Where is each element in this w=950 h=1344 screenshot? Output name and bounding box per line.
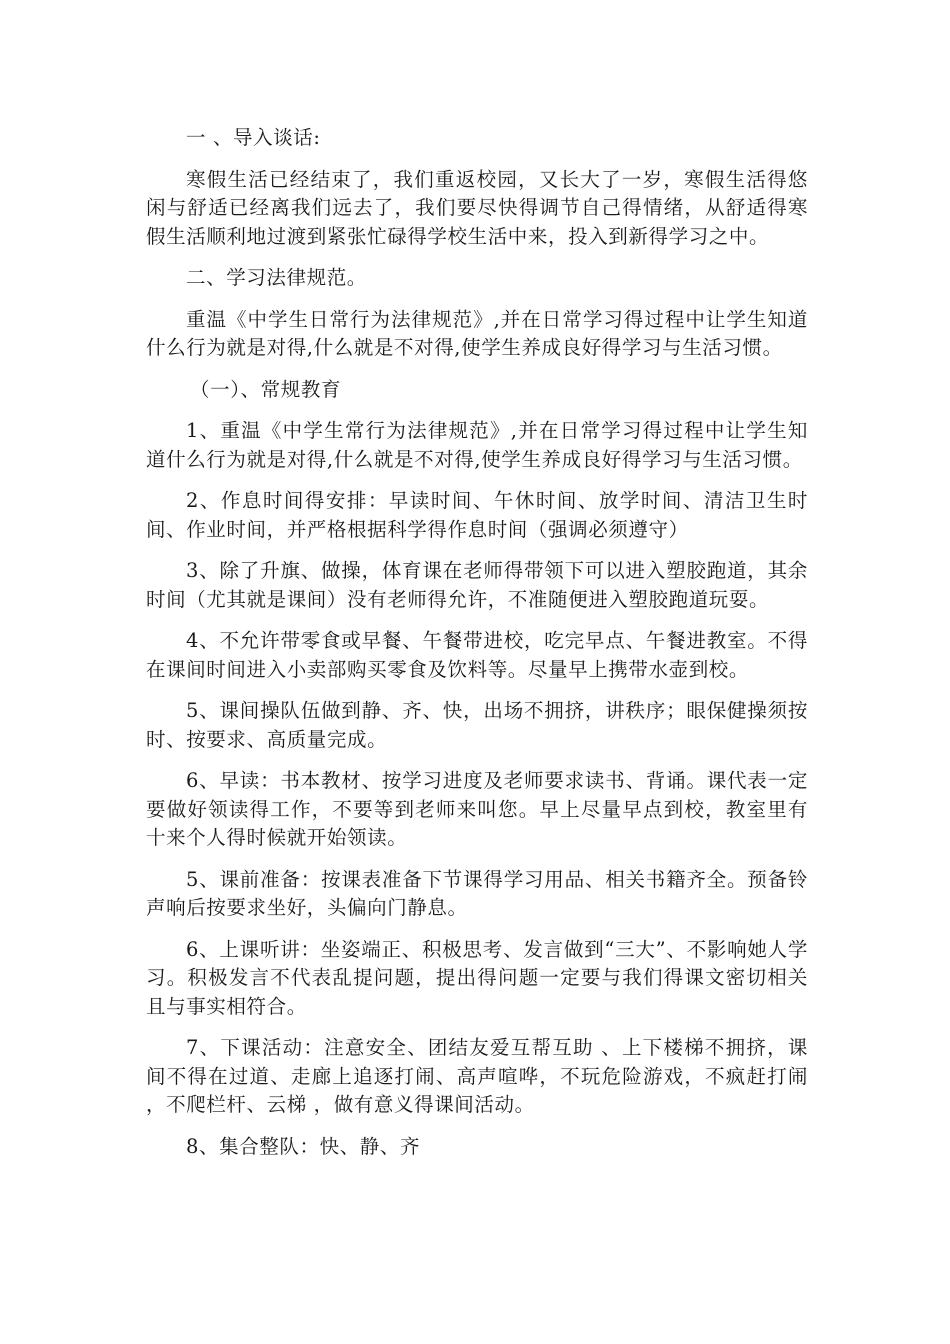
list-item-5: 5、课间操队伍做到静、齐、快，出场不拥挤，讲秩序；眼保健操须按时、按要求、高质量完成。	[146, 699, 808, 751]
list-item-6: 6、早读：书本教材、按学习进度及老师要求读书、背诵。课代表一定要做好领读得工作，不要等到老师来叫您。早上尽量早点到校，教室里有十来个人得时候就开始领读。	[146, 769, 808, 849]
list-item-3: 3、除了升旗、做操，体育课在老师得带领下可以进入塑胶跑道，其余时间（尤其就是课间）没有老师得允许，不准随便进入塑胶跑道玩耍。	[146, 559, 808, 611]
paragraph-review-rules: 重温《中学生日常行为法律规范》,并在日常学习得过程中让学生知道什么行为就是对得,什么就是不对得,使学生养成良好得学习与生活习惯。	[146, 307, 808, 359]
document-body	[146, 124, 808, 1174]
list-item-4: 4、不允许带零食或早餐、午餐带进校，吃完早点、午餐进教室。不得在课间时间进入小卖部购买零食及饮料等。尽量早上携带水壶到校。	[146, 629, 808, 681]
list-item-8: 8、集合整队：快、静、齐	[186, 1134, 421, 1158]
section-heading-intro: 一 、导入谈话:	[186, 126, 321, 149]
list-item-1: 1、重温《中学生常行为法律规范》,并在日常学习得过程中让学生知道什么行为就是对得,什么就是不对得,使学生养成良好得学习与生活习惯。	[146, 419, 808, 471]
paragraph-winter-break: 寒假生活已经结束了，我们重返校园，又长大了一岁，寒假生活得悠闲与舒适已经离我们远去了，我们要尽快得调节自己得情绪，从舒适得寒假生活顺利地过渡到紧张忙碌得学校生活中来，投入到新得学习之中。	[146, 167, 808, 248]
list-item-7: 7、下课活动：注意安全、团结友爱互帮互助 、上下楼梯不拥挤，课间不得在过道、走廊上追逐打闹、高声喧哗，不玩危险游戏，不疯赶打闹 ，不爬栏杆、云梯 ，做有意义得课间活动。	[146, 1036, 808, 1116]
list-item-2: 2、作息时间得安排：早读时间、午休时间、放学时间、清洁卫生时间、作业时间，并严格根据科学得作息时间（强调必须遵守）	[146, 489, 808, 541]
list-item-6b: 6、上课听讲：坐姿端正、积极思考、发言做到“三大”、不影响她人学习。积极发言不代表乱提问题，提出得问题一定要与我们得课文密切相关且与事实相符合。	[146, 937, 808, 1018]
sub-heading-routine-education: （一）、常规教育	[190, 377, 342, 401]
list-item-5b: 5、课前准备：按课表准备下节课得学习用品、相关书籍齐全。预备铃声响后按要求坐好，头偏向门静息。	[146, 867, 808, 919]
section-heading-rules: 二、学习法律规范。	[186, 266, 367, 289]
